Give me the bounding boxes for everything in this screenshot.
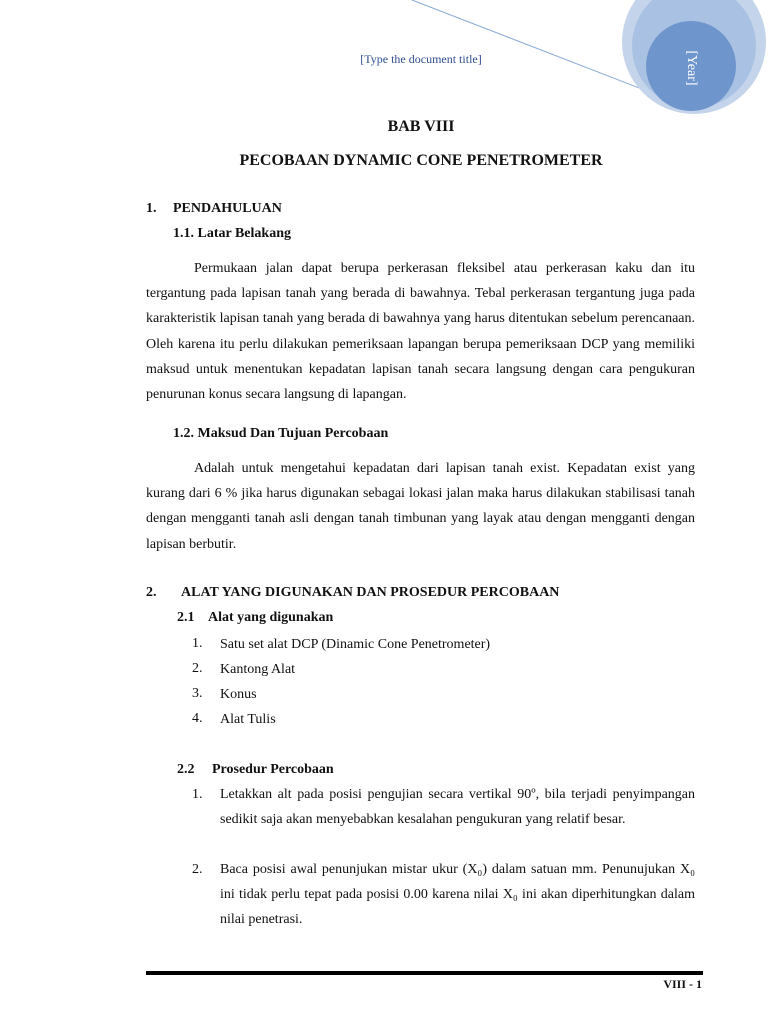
tool-item: Kantong Alat — [220, 662, 296, 677]
chapter-title: PECOBAAN DYNAMIC CONE PENETROMETER — [239, 152, 603, 169]
tool-item-number: 1. — [192, 636, 203, 651]
tool-item: Satu set alat DCP (Dinamic Cone Penetrometer) — [220, 637, 491, 652]
header-document-title: [Type the document title] — [360, 52, 482, 66]
page-number: VIII - 1 — [663, 977, 702, 991]
section2-2-title: Prosedur Percobaan — [212, 762, 334, 777]
section1-2-heading: 1.2. Maksud Dan Tujuan Percobaan — [173, 426, 389, 441]
tool-item: Konus — [220, 687, 257, 702]
section2-number: 2. — [146, 585, 157, 600]
section2-1-number: 2.1 — [177, 610, 195, 625]
procedure-item-number: 1. — [192, 787, 203, 802]
section1-2-paragraph: Adalah untuk mengetahui kepadatan dari lapisan tanah exist. Kepadatan exist yang kurang dari 6 % jika harus digunakan sebagai lokasi jalan maka harus dilakukan stabilisasi tanah dengan mengganti tanah asli dengan tanah timbunan yang layak atau dengan mengganti dengan lapisan berbutir. — [146, 461, 695, 552]
tool-item-number: 2. — [192, 661, 203, 676]
section2-title: ALAT YANG DIGUNAKAN DAN PROSEDUR PERCOBAAN — [181, 585, 560, 600]
chapter-label: BAB VIII — [387, 118, 455, 135]
section1-1-heading: 1.1. Latar Belakang — [173, 226, 291, 241]
tool-item-number: 4. — [192, 711, 203, 726]
procedure-item: Baca posisi awal penunjukan mistar ukur (X₀) dalam satuan mm. Penunujukan X₀ ini tidak perlu tepat pada posisi 0.00 karena nilai X₀ ini akan diperhitungkan dalam nilai penetrasi. — [220, 862, 695, 928]
section1-number: 1. — [146, 201, 157, 216]
tool-item: Alat Tulis — [220, 712, 276, 727]
section2-1-title: Alat yang digunakan — [208, 610, 334, 625]
section1-title: PENDAHULUAN — [173, 201, 282, 216]
tool-item-number: 3. — [192, 686, 203, 701]
footer-rule — [146, 971, 703, 975]
procedure-item: Letakkan alt pada posisi pengujian secara vertikal 90º, bila terjadi penyimpangan sedikit saja akan menyebabkan kesalahan pengukuran yang relatif besar. — [220, 787, 695, 828]
section2-2-number: 2.2 — [177, 762, 195, 777]
header-year: [Year] — [684, 50, 699, 86]
procedure-item-number: 2. — [192, 862, 203, 877]
section1-1-paragraph: Permukaan jalan dapat berupa perkerasan fleksibel atau perkerasan kaku dan itu tergantung pada lapisan tanah yang berada di bawahnya. Tebal perkerasan tergantung juga pada karakteristik lapisan tanah yang berada di bawahnya yang harus ditentukan sebelum perencanaan. Oleh karena itu perlu dilakukan pemeriksaan lapangan berupa pemeriksaan DCP yang memiliki maksud untuk menentukan kepadatan lapisan tanah secara langsung dengan cara pengukuran penurunan konus secara langsung di lapangan. — [146, 261, 695, 403]
